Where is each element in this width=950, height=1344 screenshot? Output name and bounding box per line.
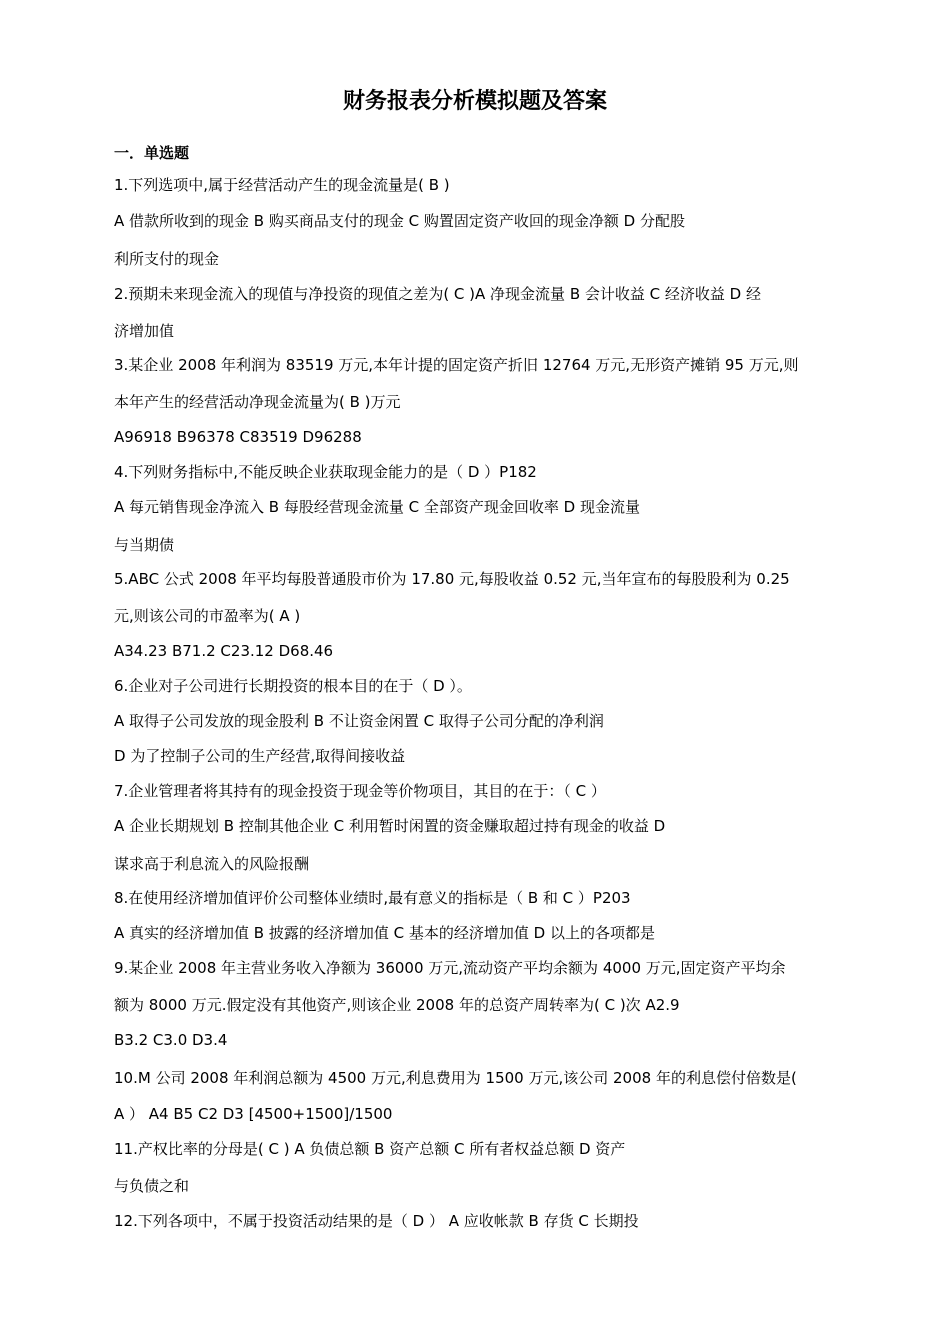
text-line: A 每元销售现金净流入 B 每股经营现金流量 C 全部资产现金回收率 D 现金流量 xyxy=(114,498,640,516)
text-line: 7.企业管理者将其持有的现金投资于现金等价物项目，其目的在于：（ C ） xyxy=(114,782,606,800)
text-line: 1.下列选项中,属于经营活动产生的现金流量是( B ) xyxy=(114,176,450,194)
text-line: 6.企业对子公司进行长期投资的根本目的在于（ D ）。 xyxy=(114,677,472,695)
text-line: A 企业长期规划 B 控制其他企业 C 利用暂时闲置的资金赚取超过持有现金的收益 D xyxy=(114,817,666,835)
text-line: 额为 8000 万元.假定没有其他资产,则该企业 2008 年的总资产周转率为( C )次 A2.9 xyxy=(114,996,680,1014)
text-line: 济增加值 xyxy=(114,322,175,340)
text-line: 2.预期未来现金流入的现值与净投资的现值之差为( C )A 净现金流量 B 会计收益 C 经济收益 D 经 xyxy=(114,285,761,303)
document-title: 财务报表分析模拟题及答案 xyxy=(342,89,607,114)
text-line: 5.ABC 公式 2008 年平均每股普通股市价为 17.80 元,每股收益 0.52 元,当年宣布的每股股利为 0.25 xyxy=(114,570,790,588)
text-line: 11.产权比率的分母是( C ) A 负债总额 B 资产总额 C 所有者权益总额 D 资产 xyxy=(114,1140,626,1158)
text-line: 9.某企业 2008 年主营业务收入净额为 36000 万元,流动资产平均余额为 4000 万元,固定资产平均余 xyxy=(114,959,786,977)
text-line: 与当期债 xyxy=(114,536,175,554)
text-line: D 为了控制子公司的生产经营,取得间接收益 xyxy=(114,747,406,765)
text-line: 12.下列各项中，不属于投资活动结果的是（ D ） A 应收帐款 B 存货 C 长期投 xyxy=(114,1212,639,1230)
text-line: 元,则该公司的市盈率为( A ) xyxy=(114,607,301,625)
text-line: B3.2 C3.0 D3.4 xyxy=(114,1031,228,1049)
text-line: A96918 B96378 C83519 D96288 xyxy=(114,428,362,446)
section-heading: 一．单选题 xyxy=(114,144,190,162)
text-line: A 真实的经济增加值 B 披露的经济增加值 C 基本的经济增加值 D 以上的各项都是 xyxy=(114,924,655,942)
text-line: 4.下列财务指标中,不能反映企业获取现金能力的是（ D ）P182 xyxy=(114,463,537,481)
text-line: 利所支付的现金 xyxy=(114,250,220,268)
text-line: 谋求高于利息流入的风险报酬 xyxy=(114,855,310,873)
text-line: 3.某企业 2008 年利润为 83519 万元,本年计提的固定资产折旧 12764 万元,无形资产摊销 95 万元,则 xyxy=(114,356,799,374)
text-line: 本年产生的经营活动净现金流量为( B )万元 xyxy=(114,393,401,411)
text-line: A 取得子公司发放的现金股利 B 不让资金闲置 C 取得子公司分配的净利润 xyxy=(114,712,604,730)
text-line: 与负债之和 xyxy=(114,1177,190,1195)
text-line: A ） A4 B5 C2 D3 [4500+1500]/1500 xyxy=(114,1105,393,1123)
text-line: 8.在使用经济增加值评价公司整体业绩时,最有意义的指标是（ B 和 C ）P203 xyxy=(114,889,631,907)
text-line: 10.M 公司 2008 年利润总额为 4500 万元,利息费用为 1500 万元,该公司 2008 年的利息偿付倍数是( xyxy=(114,1069,797,1087)
text-line: A34.23 B71.2 C23.12 D68.46 xyxy=(114,642,334,660)
text-line: A 借款所收到的现金 B 购买商品支付的现金 C 购置固定资产收回的现金净额 D 分配股 xyxy=(114,212,685,230)
